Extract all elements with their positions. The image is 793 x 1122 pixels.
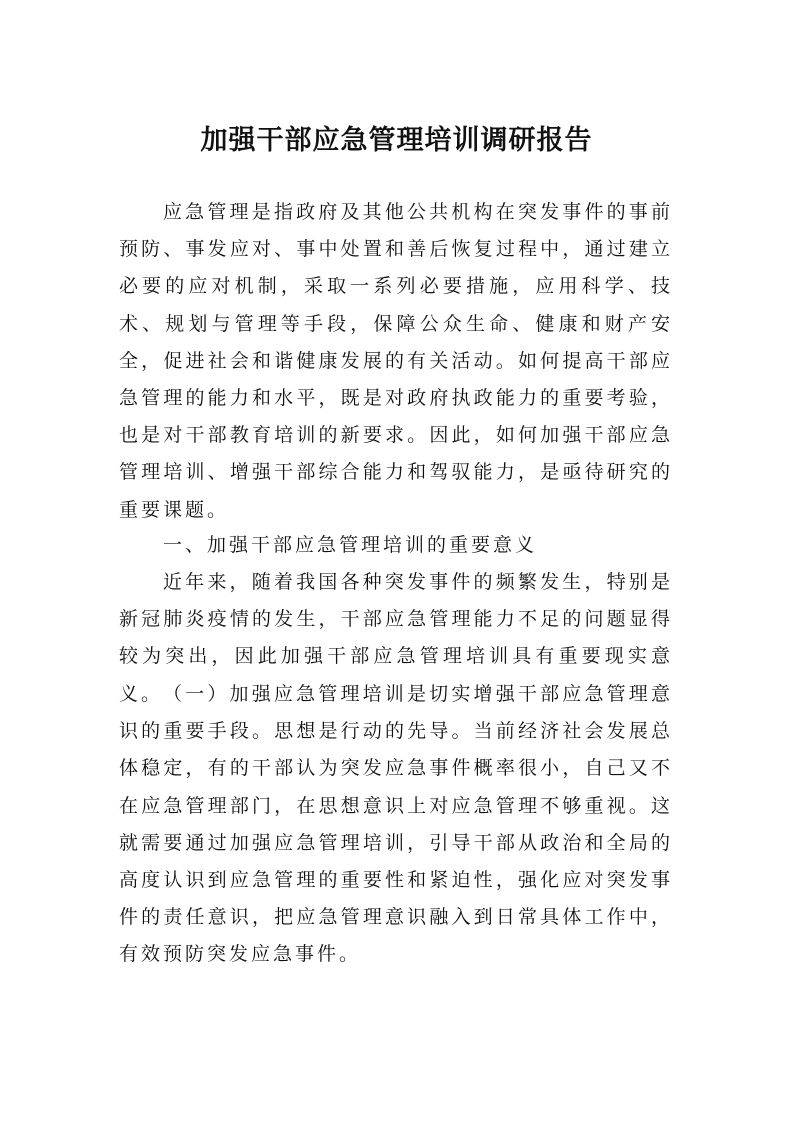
intro-paragraph: 应急管理是指政府及其他公共机构在突发事件的事前预防、事发应对、事中处置和善后恢复过程中，通过建立必要的应对机制，采取一系列必要措施，应用科学、技术、规划与管理等手段，保障公众生命、健康和财产安全，促进社会和谐健康发展的有关活动。如何提高干部应急管理的能力和水平，既是对政府执政能力的重要考验，也是对干部教育培训的新要求。因此，如何加强干部应急管理培训、增强干部综合能力和驾驭能力，是亟待研究的重要课题。 xyxy=(119,201,673,521)
section-1-paragraph: 近年来，随着我国各种突发事件的频繁发生，特别是新冠肺炎疫情的发生，干部应急管理能力不足的问题显得较为突出，因此加强干部应急管理培训具有重要现实意义。 xyxy=(119,571,673,705)
subsection-1-paragraph: （一）加强应急管理培训是切实增强干部应急管理意识的重要手段。思想是行动的先导。当前经济社会发展总体稳定，有的干部认为突发应急事件概率很小，自己又不在应急管理部门，在思想意识上对应急管理不够重视。这就需要通过加强应急管理培训，引导干部从政治和全局的高度认识到应急管理的重要性和紧迫性，强化应对突发事件的责任意识，把应急管理意识融入到日常具体工作中，有效预防突发应急事件。 xyxy=(119,683,673,966)
section-heading-1: 一、加强干部应急管理培训的重要意义 xyxy=(163,534,538,556)
document-title: 加强干部应急管理培训调研报告 xyxy=(200,125,593,156)
